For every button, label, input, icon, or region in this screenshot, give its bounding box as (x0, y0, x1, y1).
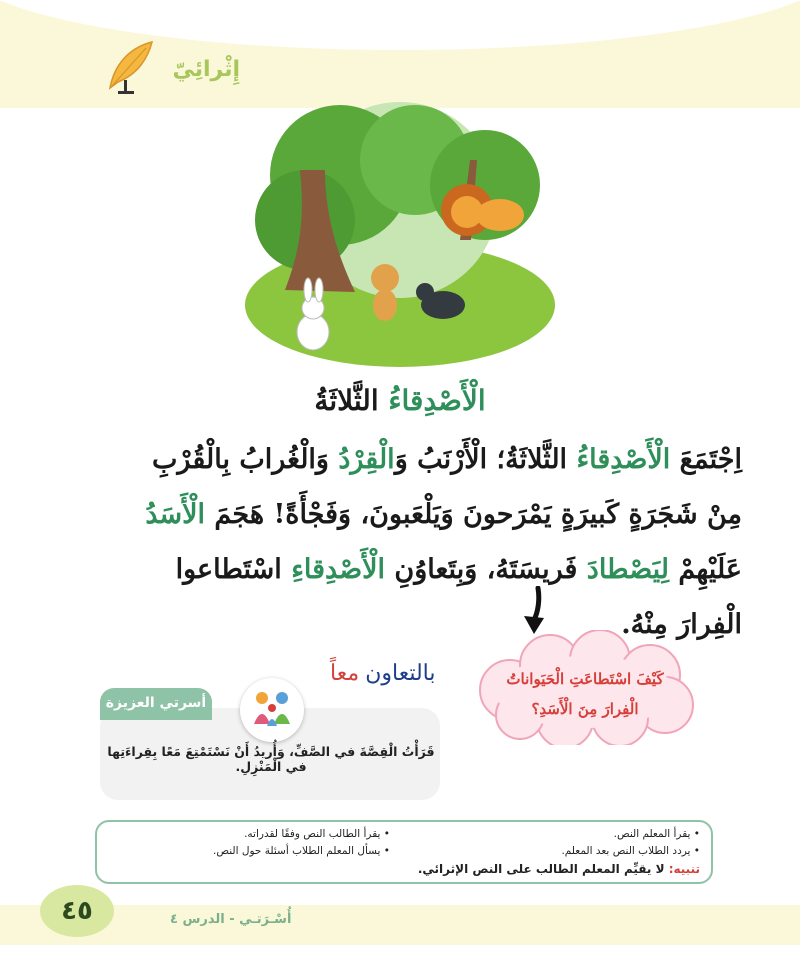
highlight-word: الْقِرْدُ (338, 444, 395, 475)
together-prefix: بالتعاون (359, 660, 436, 685)
story-line-4: الْفِرارَ مِنْهُ. (621, 609, 742, 640)
title-word-friends: الْأَصْدِقاءُ (388, 384, 486, 417)
story-title (0, 384, 800, 417)
story-body (62, 432, 742, 652)
family-text: قَرَأْتُ الْقِصَّةَ في الصَّفِّ، وَأُريدُ أَنْ نَسْتَمْتِعَ مَعًا بِقِراءَتِها في الْمَنْزِلِ. (107, 744, 435, 774)
family-tab: أسرتي العزيزة (100, 688, 212, 720)
warning-text: لا يقيِّم المعلم الطالب على النص الإثرائي. (417, 862, 665, 876)
note-item: • يقرأ المعلم النص. (613, 828, 700, 840)
page-number: ٤٥ (40, 885, 114, 937)
footer-title: أُسْـرَتـي - الدرس ٤ (170, 912, 292, 927)
story-line-2 (62, 487, 742, 542)
highlight-word: الْأَصْدِقاءِ (291, 554, 386, 585)
footer-band (0, 905, 800, 945)
quill-icon (98, 36, 158, 96)
text-segment: مِنْ شَجَرَةٍ كَبيرَةٍ يَمْرَحونَ وَيَلْعَبونَ، وَفَجْأَةً! هَجَمَ (205, 499, 742, 530)
warning-label: تنبيه: (664, 862, 700, 876)
warning-note (418, 862, 700, 876)
family-icon (240, 678, 304, 742)
question-text (480, 664, 690, 724)
highlight-word: الْأَسَدُ (145, 499, 206, 530)
story-line-3 (62, 542, 742, 597)
text-segment: الثَّلاثَةُ؛ الْأَرْنَبُ وَ (394, 444, 577, 475)
title-word-three: الثَّلاثَةُ (314, 384, 379, 417)
text-segment: اسْتَطاعوا (175, 554, 292, 585)
question-line-2: الْفِرارَ مِنَ الْأَسَدِ؟ (531, 700, 639, 718)
note-item: • يقرأ الطالب النص وفقًا لقدراته. (244, 828, 390, 840)
highlight-word: الْأَصْدِقاءُ (576, 444, 671, 475)
family-badge (240, 678, 304, 742)
together-label (330, 660, 436, 686)
note-item: • يردد الطلاب النص بعد المعلم. (561, 845, 700, 857)
text-segment: عَلَيْهِمْ (668, 554, 742, 585)
text-segment: اِجْتَمَعَ (670, 444, 742, 475)
note-item: • يسأل المعلم الطلاب أسئلة حول النص. (213, 845, 390, 857)
section-title: إِثْرائِيّ (172, 57, 240, 82)
story-illustration (245, 100, 555, 370)
text-segment: وَالْغُرابُ بِالْقُرْبِ (152, 444, 339, 475)
highlight-word: لِيَصْطادَ (586, 554, 669, 585)
text-segment: فَريسَتَهُ، وَبِتَعاوُنِ (385, 554, 587, 585)
down-arrow-icon (520, 586, 550, 636)
question-line-1: كَيْفَ اسْتَطاعَتِ الْحَيَواناتُ (506, 670, 664, 688)
together-suffix: معاً (330, 660, 360, 685)
story-line-1 (62, 432, 742, 487)
